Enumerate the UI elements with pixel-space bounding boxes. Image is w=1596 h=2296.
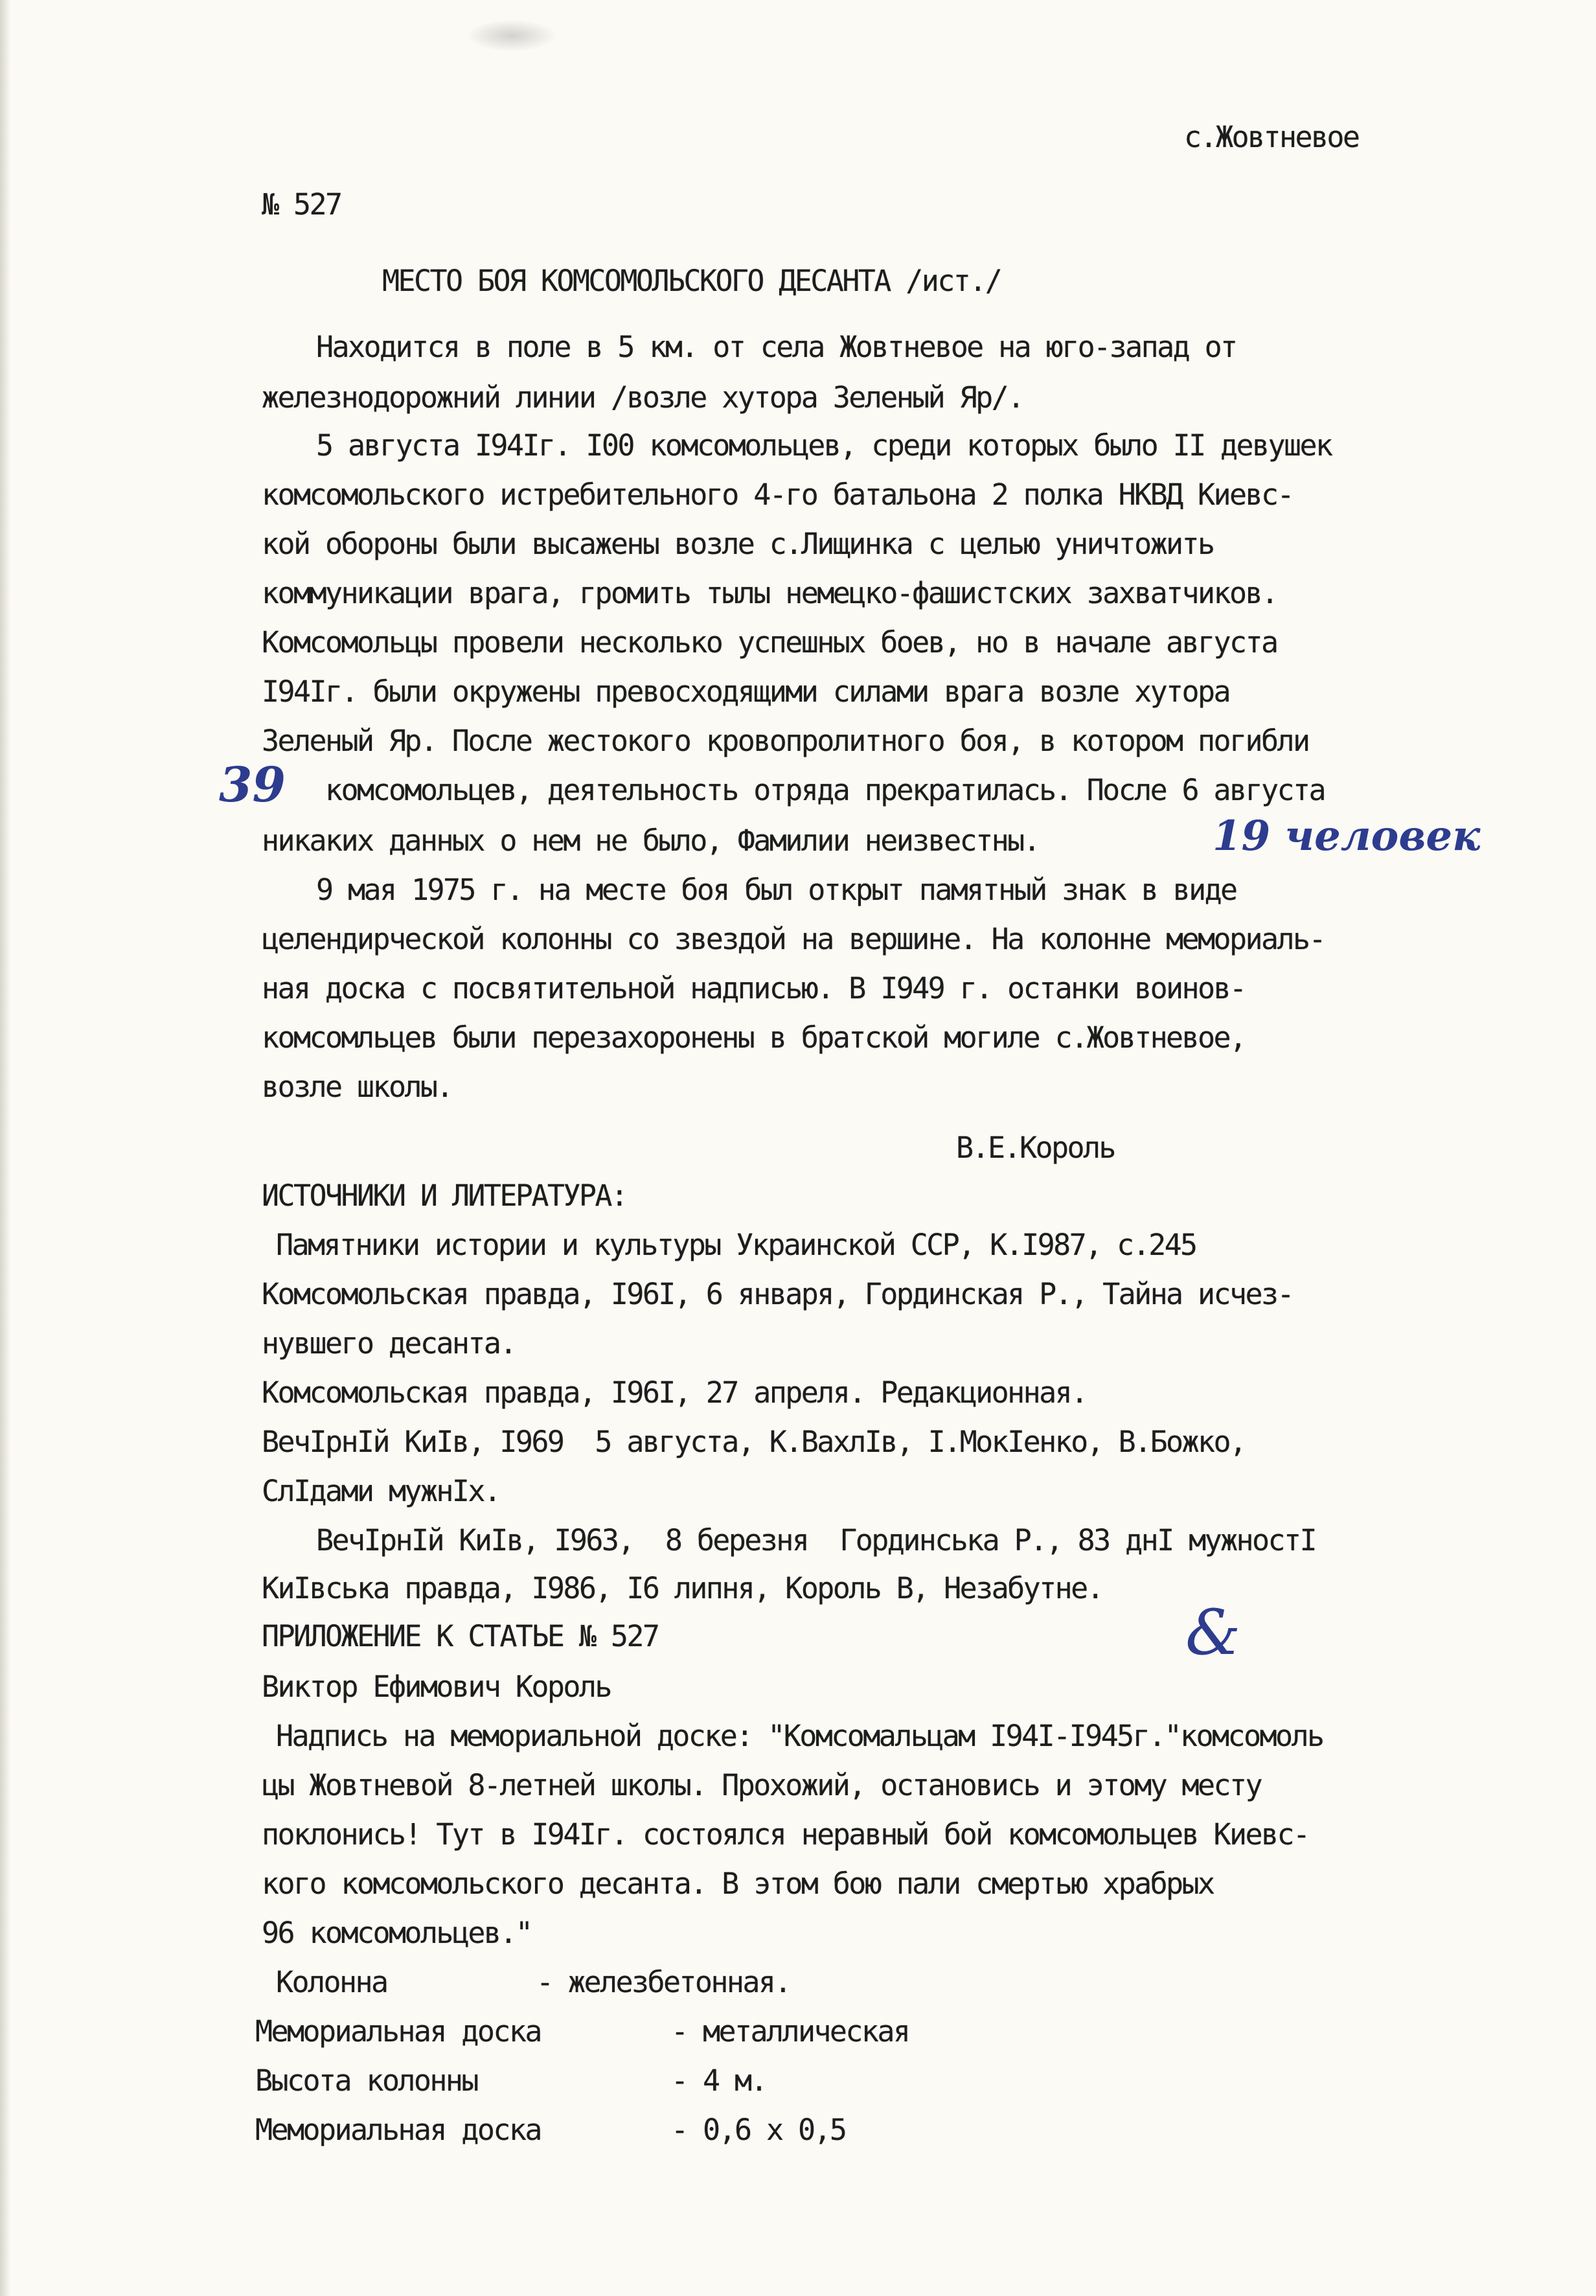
spec-label: Колонна bbox=[276, 1965, 387, 1999]
handwritten-note: 19 человек bbox=[1213, 812, 1481, 860]
source-line: нувшего десанта. bbox=[262, 1326, 516, 1360]
body-line: целендирческой колонны со звездой на вершине. На колонне мемориаль- bbox=[262, 922, 1325, 956]
body-line: I94Iг. были окружены превосходящими силами врага возле хутора bbox=[262, 674, 1230, 709]
article-number: № 527 bbox=[262, 187, 341, 222]
body-line: 5 августа I94Iг. I00 комсомольцев, среди которых было II девушек bbox=[316, 428, 1332, 463]
source-line: Комсомольская правда, I96I, 6 января, Гординская Р., Тайна исчез- bbox=[262, 1277, 1293, 1311]
inscription-line: 96 комсомольцев." bbox=[262, 1916, 532, 1950]
handwritten-number: 39 bbox=[219, 757, 286, 813]
inscription-line: кого комсомольского десанта. В этом бою пали смертью храбрых bbox=[262, 1866, 1214, 1901]
spec-value: - 4 м. bbox=[671, 2063, 766, 2098]
punch-hole-mark bbox=[466, 19, 557, 52]
source-line: СлIдами мужнIх. bbox=[262, 1474, 500, 1508]
handwritten-mark: & bbox=[1185, 1596, 1241, 1669]
inscription-line: цы Жовтневой 8-летней школы. Прохожий, остановись и этому месту bbox=[262, 1768, 1262, 1802]
spec-value: - 0,6 х 0,5 bbox=[671, 2113, 846, 2147]
source-line: Комсомольская правда, I96I, 27 апреля. Редакционная. bbox=[262, 1375, 1087, 1410]
sources-heading: ИСТОЧНИКИ И ЛИТЕРАТУРА: bbox=[262, 1178, 627, 1213]
body-line: железнодорожний линии /возле хутора Зеленый Яр/. bbox=[262, 380, 1023, 415]
source-line: КиIвська правда, I986, I6 липня, Король В, Незабутне. bbox=[262, 1571, 1103, 1605]
inscription-line: поклонись! Тут в I94Iг. состоялся неравный бой комсомольцев Киевс- bbox=[262, 1817, 1309, 1852]
scan-edge bbox=[0, 0, 10, 2296]
appendix-author: Виктор Ефимович Король bbox=[262, 1670, 611, 1704]
body-line: Комсомольцы провели несколько успешных боев, но в начале августа bbox=[262, 625, 1277, 660]
author-signature: В.Е.Король bbox=[956, 1131, 1115, 1165]
body-line: Зеленый Яр. После жестокого кровопролитного боя, в котором погибли bbox=[262, 724, 1309, 758]
body-line: кой обороны были высажены возле с.Лищинка с целью уничтожить bbox=[262, 527, 1214, 561]
source-line: ВечIрнIй КиIв, I969 5 августа, К.ВахлIв, I.МокIенко, В.Божко, bbox=[262, 1425, 1246, 1459]
body-line: возле школы. bbox=[262, 1070, 452, 1104]
spec-label: Высота колонны bbox=[255, 2063, 477, 2098]
body-line: ная доска с посвятительной надписью. В I949 г. останки воинов- bbox=[262, 971, 1246, 1005]
source-line: Памятники истории и культуры Украинской ССР, К.I987, с.245 bbox=[276, 1228, 1196, 1262]
inscription-line: Надпись на мемориальной доске: "Комсомальцам I94I-I945г."комсомоль bbox=[276, 1719, 1323, 1753]
spec-value: - железбетонная. bbox=[536, 1965, 790, 1999]
spec-value: - металлическая bbox=[671, 2014, 909, 2049]
body-line: комсомольского истребительного 4-го батальона 2 полка НКВД Киевс- bbox=[262, 477, 1293, 512]
source-line: ВечIрнIй КиIв, I963, 8 березня Гординська Р., 83 днI мужностI bbox=[316, 1523, 1316, 1557]
place-name: с.Жовтневое bbox=[1184, 120, 1359, 154]
body-line: коммуникации врага, громить тылы немецко-фашистских захватчиков. bbox=[262, 576, 1277, 610]
body-line: 9 мая 1975 г. на месте боя был открыт памятный знак в виде bbox=[316, 873, 1237, 907]
appendix-heading: ПРИЛОЖЕНИЕ К СТАТЬЕ № 527 bbox=[262, 1619, 659, 1653]
spec-label: Мемориальная доска bbox=[255, 2014, 541, 2049]
body-line: Находится в поле в 5 км. от села Жовтневое на юго-запад от bbox=[316, 330, 1237, 364]
body-line: комсомльцев были перезахоронены в братской могиле с.Жовтневое, bbox=[262, 1020, 1246, 1055]
spec-label: Мемориальная доска bbox=[255, 2113, 541, 2147]
article-title: МЕСТО БОЯ КОМСОМОЛЬСКОГО ДЕСАНТА /ист./ bbox=[382, 264, 1001, 298]
body-line: комсомольцев, деятельность отряда прекратилась. После 6 августа bbox=[262, 773, 1325, 807]
body-line: никаких данных о нем не было, Фамилии неизвестны. bbox=[262, 823, 1040, 858]
